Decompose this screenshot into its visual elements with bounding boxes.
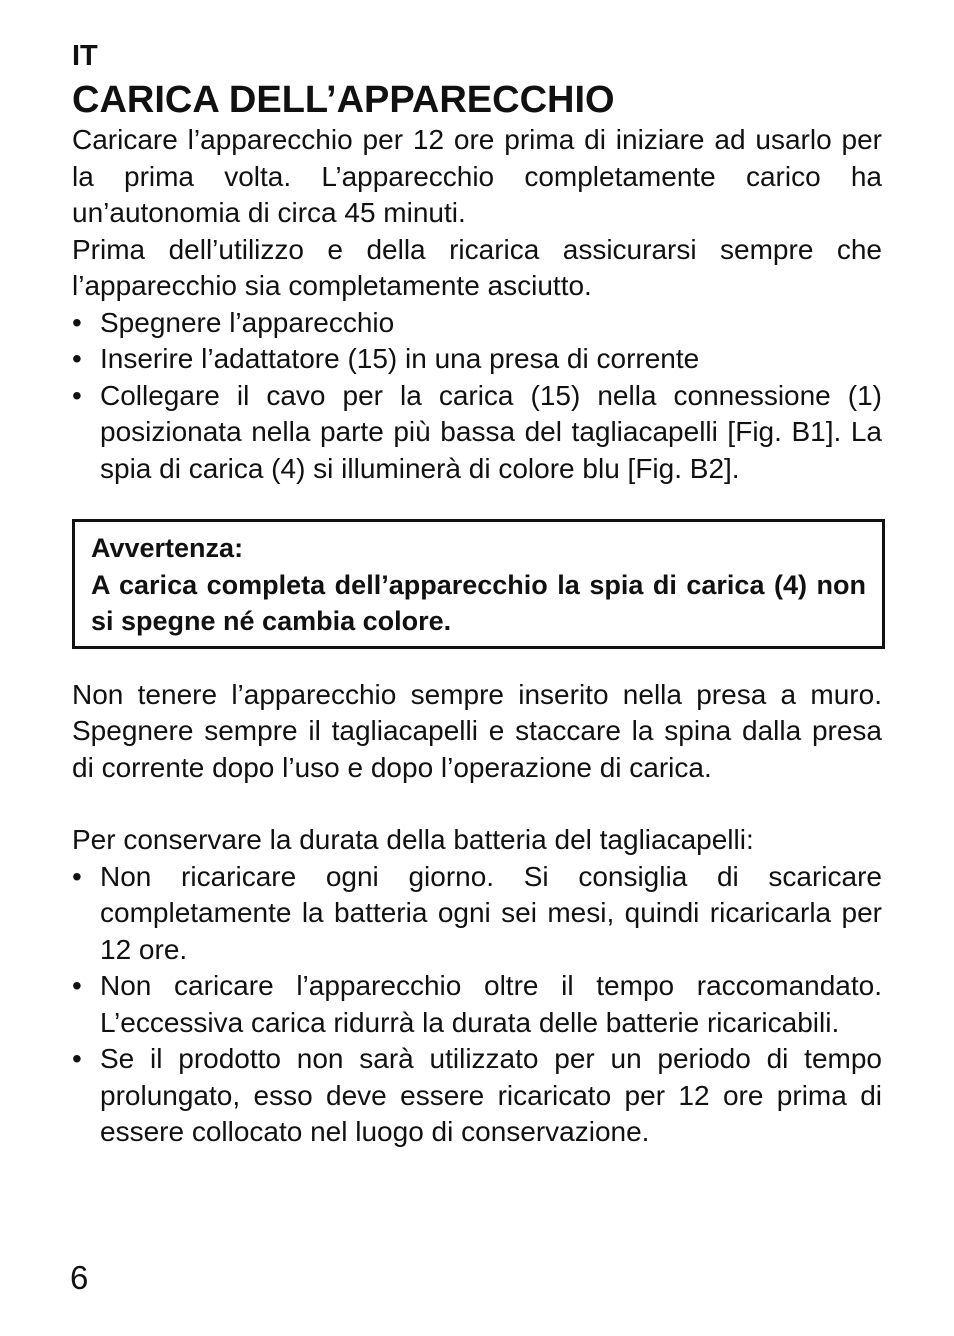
list-item-text: Inserire l’adattatore (15) in una presa di corrente [100, 343, 700, 374]
charging-steps-list [72, 305, 882, 488]
list-item [72, 859, 882, 969]
list-item [72, 1041, 882, 1151]
battery-intro: Per conservare la durata della batteria del tagliacapelli: [72, 824, 754, 855]
page-number: 6 [70, 1259, 89, 1296]
manual-page [72, 36, 882, 1151]
bullet-icon: • [72, 860, 82, 892]
bullet-icon: • [72, 1043, 82, 1074]
unplug-paragraph: Non tenere l’apparecchio sempre inserito nella presa a muro. Spegnere sempre il tagliacapelli e staccare la spina dalla presa di corrente dopo l’uso e dopo l’operazione di carica. [72, 678, 882, 783]
list-item [72, 378, 882, 488]
intro-paragraph-1: Caricare l’apparecchio per 12 ore prima di iniziare ad usarlo per la prima volta. L’apparecchio completamente carico ha un’autonomia di circa 45 minuti. [72, 124, 882, 228]
bullet-icon: • [72, 379, 82, 411]
list-item-text: Non caricare l’apparecchio oltre il tempo raccomandato. L’eccessiva carica ridurrà la durata delle batterie ricaricabili. [100, 970, 882, 1038]
list-item [72, 341, 882, 378]
list-item [72, 305, 882, 342]
list-item-text: Se il prodotto non sarà utilizzato per un periodo di tempo prolungato, esso deve essere ricaricato per 12 ore prima di essere collocato nel luogo di conservazione. [100, 1043, 882, 1147]
list-item-text: Non ricaricare ogni giorno. Si consiglia di scaricare completamente la batteria ogni sei mesi, quindi ricaricarla per 12 ore. [100, 860, 882, 965]
intro-paragraph-2: Prima dell’utilizzo e della ricarica assicurarsi sempre che l’apparecchio sia completamente asciutto. [72, 233, 882, 301]
bullet-icon: • [72, 306, 82, 338]
language-code: IT [72, 40, 98, 72]
list-item-text: Spegnere l’apparecchio [100, 306, 395, 338]
warning-box [72, 519, 885, 649]
bullet-icon: • [72, 970, 82, 1001]
bullet-icon: • [72, 343, 82, 374]
list-item-text: Collegare il cavo per la carica (15) nella connessione (1) posizionata nella parte più bassa del tagliacapelli [Fig. B1]. La spia di carica (4) si illuminerà di colore blu [Fig. B2]. [100, 379, 882, 484]
battery-tips-list [72, 859, 882, 1151]
page-title: CARICA DELL’APPARECCHIO [72, 79, 615, 121]
warning-text: A carica completa dell’apparecchio la spia di carica (4) non si spegne né cambia colore. [91, 569, 866, 636]
warning-heading: Avvertenza: [91, 533, 244, 563]
list-item [72, 968, 882, 1041]
